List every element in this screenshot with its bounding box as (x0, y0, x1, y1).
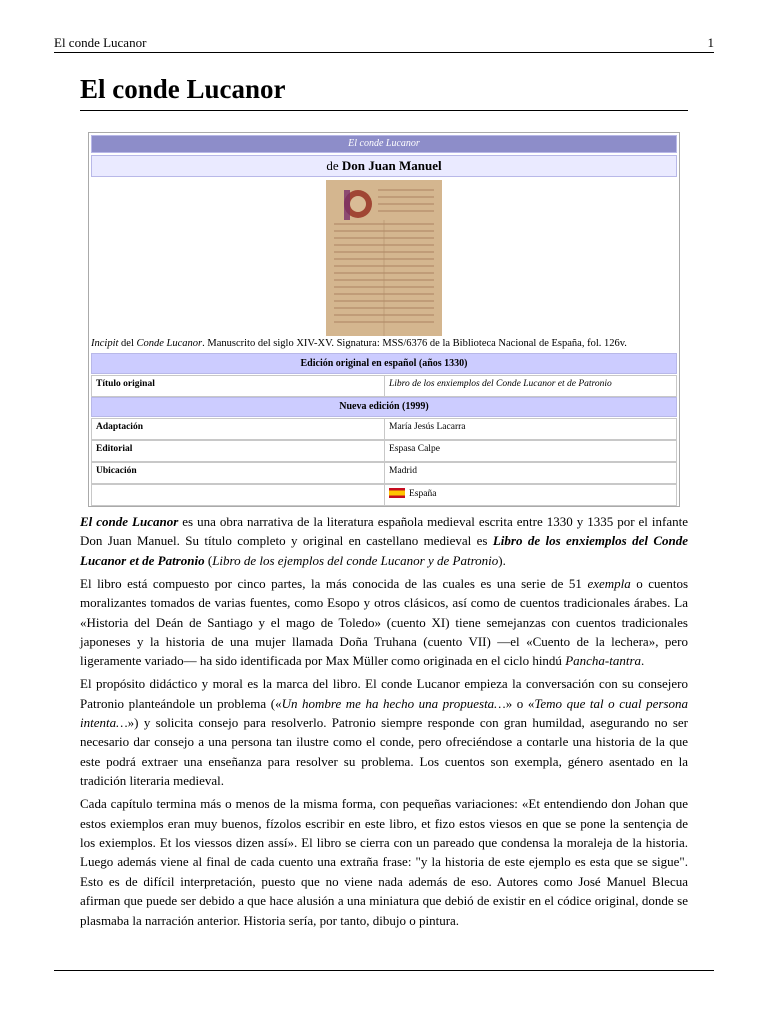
page-number: 1 (707, 35, 714, 50)
text-run: es una obra narrativa de la literatura española medieval escrita entre 1330 y 1335 por el infante Don Juan Manuel. Su título completo y original en castellano medieval es (80, 514, 688, 549)
infobox-row-pais (91, 484, 677, 506)
country-name[interactable]: España (409, 489, 437, 499)
row-value: Libro de los enxiemplos del Conde Lucanor et de Patronio (389, 379, 612, 389)
text-run: » o « (505, 695, 535, 711)
author-name: Don Juan Manuel (341, 158, 442, 173)
page-title: El conde Lucanor (80, 74, 286, 104)
work-title: El conde Lucanor (80, 514, 179, 529)
caption-incipit: Incipit (91, 338, 119, 349)
row-label: Título original (92, 376, 385, 396)
text-run: . (641, 653, 645, 669)
paragraph-3 (80, 674, 688, 790)
infobox-caption-bar: El conde Lucanor (91, 135, 677, 153)
text-italic: Pancha-tantra (565, 653, 642, 669)
title-rule (80, 110, 688, 111)
row-label: Ubicación (92, 463, 385, 483)
infobox (88, 132, 680, 507)
row-value[interactable]: Espasa Calpe (389, 444, 440, 454)
infobox-row-titulo (91, 375, 677, 397)
text-italic: Un hombre me ha hecho una propuesta… (281, 695, 506, 711)
header-rule (54, 52, 714, 53)
paragraph-2 (80, 574, 688, 671)
manuscript-image-graphic (326, 180, 442, 336)
author-prefix: de (326, 158, 339, 173)
text-italic: Temo que tal o cual persona intenta… (80, 695, 689, 731)
caption-title: Conde Lucanor (136, 338, 203, 349)
row-label-empty (92, 485, 385, 505)
text-run: ( (204, 552, 213, 568)
paragraph-4: Cada capítulo termina más o menos de la misma forma, con pequeñas variaciones: «Et entendiendo don Johan que estos exiemplos eran muy buenos, fízolos escribir en este libro, et fizo estos viesos en que se pone la sentençia de los exiemplos. Et los viessos dizen assí». El libro se cierra con un pareado que condensa la moraleja de la historia. Luego además viene al final de cada cuento una extraña frase: "y la historia de este ejemplo es esta que se sigue". Esto es de difícil interpretación, puesto que no viene nada además de eso. Autores como José Manuel Blecua afirman que puede ser debido a que hace alusión a una miniatura que debió de existir en el códice original, donde se plasmaba la narración anterior. Historia sería, por tanto, dibujo o pintura. (80, 796, 688, 928)
text-run: ). (498, 552, 506, 568)
caption-part: del (118, 338, 137, 349)
infobox-image-caption (91, 336, 681, 352)
running-header-title: El conde Lucanor (54, 35, 147, 50)
infobox-section-original: Edición original en español (años 1330) (91, 353, 677, 374)
paragraph-1 (80, 512, 688, 570)
row-label: Editorial (92, 441, 385, 461)
row-value[interactable]: Madrid (389, 466, 417, 476)
infobox-section-nueva: Nueva edición (1999) (91, 397, 677, 417)
infobox-row-editorial (91, 440, 677, 462)
infobox-row-adaptacion (91, 418, 677, 440)
caption-part: . Manuscrito del siglo XIV-XV. Signatura: MSS/6376 de la Biblioteca Nacional de España, fol. 126v. (202, 338, 627, 349)
infobox-author (91, 155, 677, 177)
article-body (80, 512, 688, 934)
text-italic: exempla (587, 575, 631, 591)
text-run: o cuentos moralizantes tomados de varias fuentes, como Esopo y otros clásicos, así como de cuentos tradicionales árabes. La «Historia del Deán de Santiago y el mago de Toledo» (cuento XI) tiene semejanzas con cuentos tradicionales japoneses y la historia de una mujer llamada Doña Truhana (cuento VII) —el «Cuento de la lechera», pero ligeramente variado— ha sido identificada por Max Müller como originada en el ciclo hindú (80, 575, 688, 669)
footer-rule (54, 970, 714, 971)
spain-flag-icon (389, 488, 405, 498)
running-header (54, 36, 714, 52)
manuscript-image (326, 180, 442, 336)
original-title: Libro de los enxiemplos del Conde Lucanor et de Patronio (80, 533, 688, 568)
text-run: El propósito didáctico y moral es la marca del libro. El conde Lucanor empieza la conversación con su consejero Patronio planteándole un problema (« (80, 676, 688, 711)
row-label: Adaptación (92, 419, 385, 439)
text-run: El libro está compuesto por cinco partes, la más conocida de las cuales es una serie de 51 (80, 575, 588, 591)
infobox-row-ubicacion (91, 462, 677, 484)
row-value (385, 485, 678, 505)
row-value[interactable]: María Jesús Lacarra (389, 422, 466, 432)
text-run: ») y solicita consejo para resolverlo. Patronio siempre responde con gran humildad, asegurando no ser necesario dar consejo a una persona tan ilustre como el conde, pero ofreciéndose a contarle una historia de la que este podrá extraer una enseñanza para resolver su problema. Los cuentos son exempla, género asentado en la tradición literaria medieval. (80, 715, 688, 789)
modern-title: Libro de los ejemplos del conde Lucanor y de Patronio (212, 552, 499, 568)
